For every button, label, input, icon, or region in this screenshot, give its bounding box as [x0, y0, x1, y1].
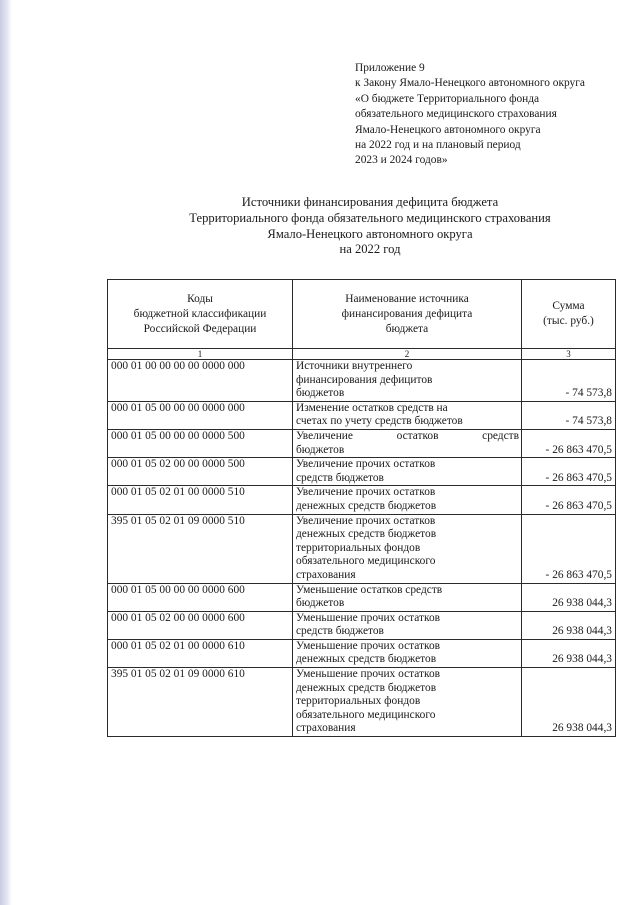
source-name-line: средств бюджетов — [296, 471, 384, 484]
budget-classification-code: 000 01 05 00 00 00 0000 500 — [108, 429, 293, 457]
budget-classification-code: 000 01 05 00 00 00 0000 600 — [108, 583, 293, 611]
budget-classification-code: 000 01 05 02 01 00 0000 510 — [108, 486, 293, 514]
source-name-line: Увеличение остатков средств — [296, 429, 519, 442]
budget-classification-code: 395 01 05 02 01 09 0000 510 — [108, 514, 293, 583]
table-row — [108, 458, 616, 486]
source-name-line: бюджетов — [296, 443, 345, 456]
table-row — [108, 668, 616, 737]
document-title — [105, 195, 635, 258]
source-name-line: денежных средств бюджетов — [296, 528, 437, 541]
source-name-line: Увеличение прочих остатков — [296, 486, 436, 499]
source-name-line: финансирования дефицитов — [296, 373, 433, 386]
appendix-note — [355, 61, 635, 169]
appendix-line: Ямало-Ненецкого автономного округа — [355, 123, 541, 136]
source-name-line: страхования — [296, 568, 356, 581]
source-name-line: Изменение остатков средств на — [296, 401, 448, 414]
source-name-line: Уменьшение прочих остатков — [296, 668, 441, 681]
header-codes: Коды бюджетной классификации Российской Федерации — [108, 280, 293, 349]
amount-value: - 26 863 470,5 — [522, 429, 616, 457]
appendix-line: Приложение 9 — [355, 62, 425, 74]
source-name — [293, 429, 522, 457]
financing-sources-table — [107, 279, 616, 737]
table-row — [108, 401, 616, 429]
source-name — [293, 583, 522, 611]
amount-value: - 26 863 470,5 — [522, 514, 616, 583]
amount-value: - 74 573,8 — [522, 401, 616, 429]
title-line: Источники финансирования дефицита бюджета — [241, 195, 499, 209]
budget-classification-code: 000 01 00 00 00 00 0000 000 — [108, 360, 293, 402]
source-name-line: бюджетов — [296, 387, 345, 400]
source-name-line: Уменьшение прочих остатков — [296, 611, 441, 624]
column-number-row — [108, 349, 616, 360]
source-name-line: денежных средств бюджетов — [296, 499, 437, 512]
amount-value: - 26 863 470,5 — [522, 486, 616, 514]
source-name-line: счетах по учету средств бюджетов — [296, 415, 463, 428]
amount-value: 26 938 044,3 — [522, 583, 616, 611]
amount-value: 26 938 044,3 — [522, 611, 616, 639]
source-name — [293, 486, 522, 514]
header-name: Наименование источника финансирования дефицита бюджета — [293, 280, 522, 349]
source-name-line: денежных средств бюджетов — [296, 681, 437, 694]
title-line: Ямало-Ненецкого автономного округа — [267, 226, 473, 241]
appendix-line: к Закону Ямало-Ненецкого автономного округа — [355, 77, 585, 90]
source-name-line: страхования — [296, 722, 356, 735]
source-name-line: территориальных фондов — [296, 541, 421, 554]
amount-value: - 26 863 470,5 — [522, 458, 616, 486]
budget-classification-code: 000 01 05 02 00 00 0000 500 — [108, 458, 293, 486]
source-name-line: Уменьшение остатков средств — [296, 583, 443, 596]
table-row — [108, 486, 616, 514]
amount-value: 26 938 044,3 — [522, 668, 616, 737]
appendix-line: «О бюджете Территориального фонда — [355, 92, 540, 105]
source-name — [293, 458, 522, 486]
source-name-line: обязательного медицинского — [296, 555, 436, 568]
appendix-line: 2023 и 2024 годов» — [355, 154, 448, 167]
title-line: на 2022 год — [339, 242, 401, 257]
table-row — [108, 360, 616, 402]
source-name — [293, 401, 522, 429]
table-header-row — [108, 280, 616, 349]
header-sum: Сумма (тыс. руб.) — [522, 280, 616, 349]
appendix-line: на 2022 год и на плановый период — [355, 139, 521, 152]
source-name-line: средств бюджетов — [296, 625, 384, 638]
source-name — [293, 639, 522, 667]
source-name — [293, 668, 522, 737]
table-row — [108, 639, 616, 667]
source-name-line: Уменьшение прочих остатков — [296, 639, 441, 652]
source-name-line: бюджетов — [296, 597, 345, 610]
table-row — [108, 583, 616, 611]
budget-classification-code: 000 01 05 00 00 00 0000 000 — [108, 401, 293, 429]
source-name — [293, 360, 522, 402]
column-number: 2 — [293, 349, 522, 360]
appendix-line: обязательного медицинского страхования — [355, 108, 557, 121]
column-number: 1 — [108, 349, 293, 360]
budget-classification-code: 000 01 05 02 01 00 0000 610 — [108, 639, 293, 667]
budget-classification-code: 000 01 05 02 00 00 0000 600 — [108, 611, 293, 639]
source-name-line: Увеличение прочих остатков — [296, 514, 436, 527]
table-row — [108, 429, 616, 457]
source-name — [293, 611, 522, 639]
source-name-line: денежных средств бюджетов — [296, 653, 437, 666]
source-name-line: Источники внутреннего — [296, 360, 413, 372]
title-line: Территориального фонда обязательного медицинского страхования — [189, 210, 551, 225]
source-name-line: обязательного медицинского — [296, 708, 436, 721]
table-row — [108, 514, 616, 583]
amount-value: - 74 573,8 — [522, 360, 616, 402]
source-name — [293, 514, 522, 583]
column-number: 3 — [522, 349, 616, 360]
budget-classification-code: 395 01 05 02 01 09 0000 610 — [108, 668, 293, 737]
source-name-line: территориальных фондов — [296, 695, 421, 708]
source-name-line: Увеличение прочих остатков — [296, 458, 436, 471]
table-row — [108, 611, 616, 639]
amount-value: 26 938 044,3 — [522, 639, 616, 667]
scan-edge-shadow — [0, 0, 12, 905]
